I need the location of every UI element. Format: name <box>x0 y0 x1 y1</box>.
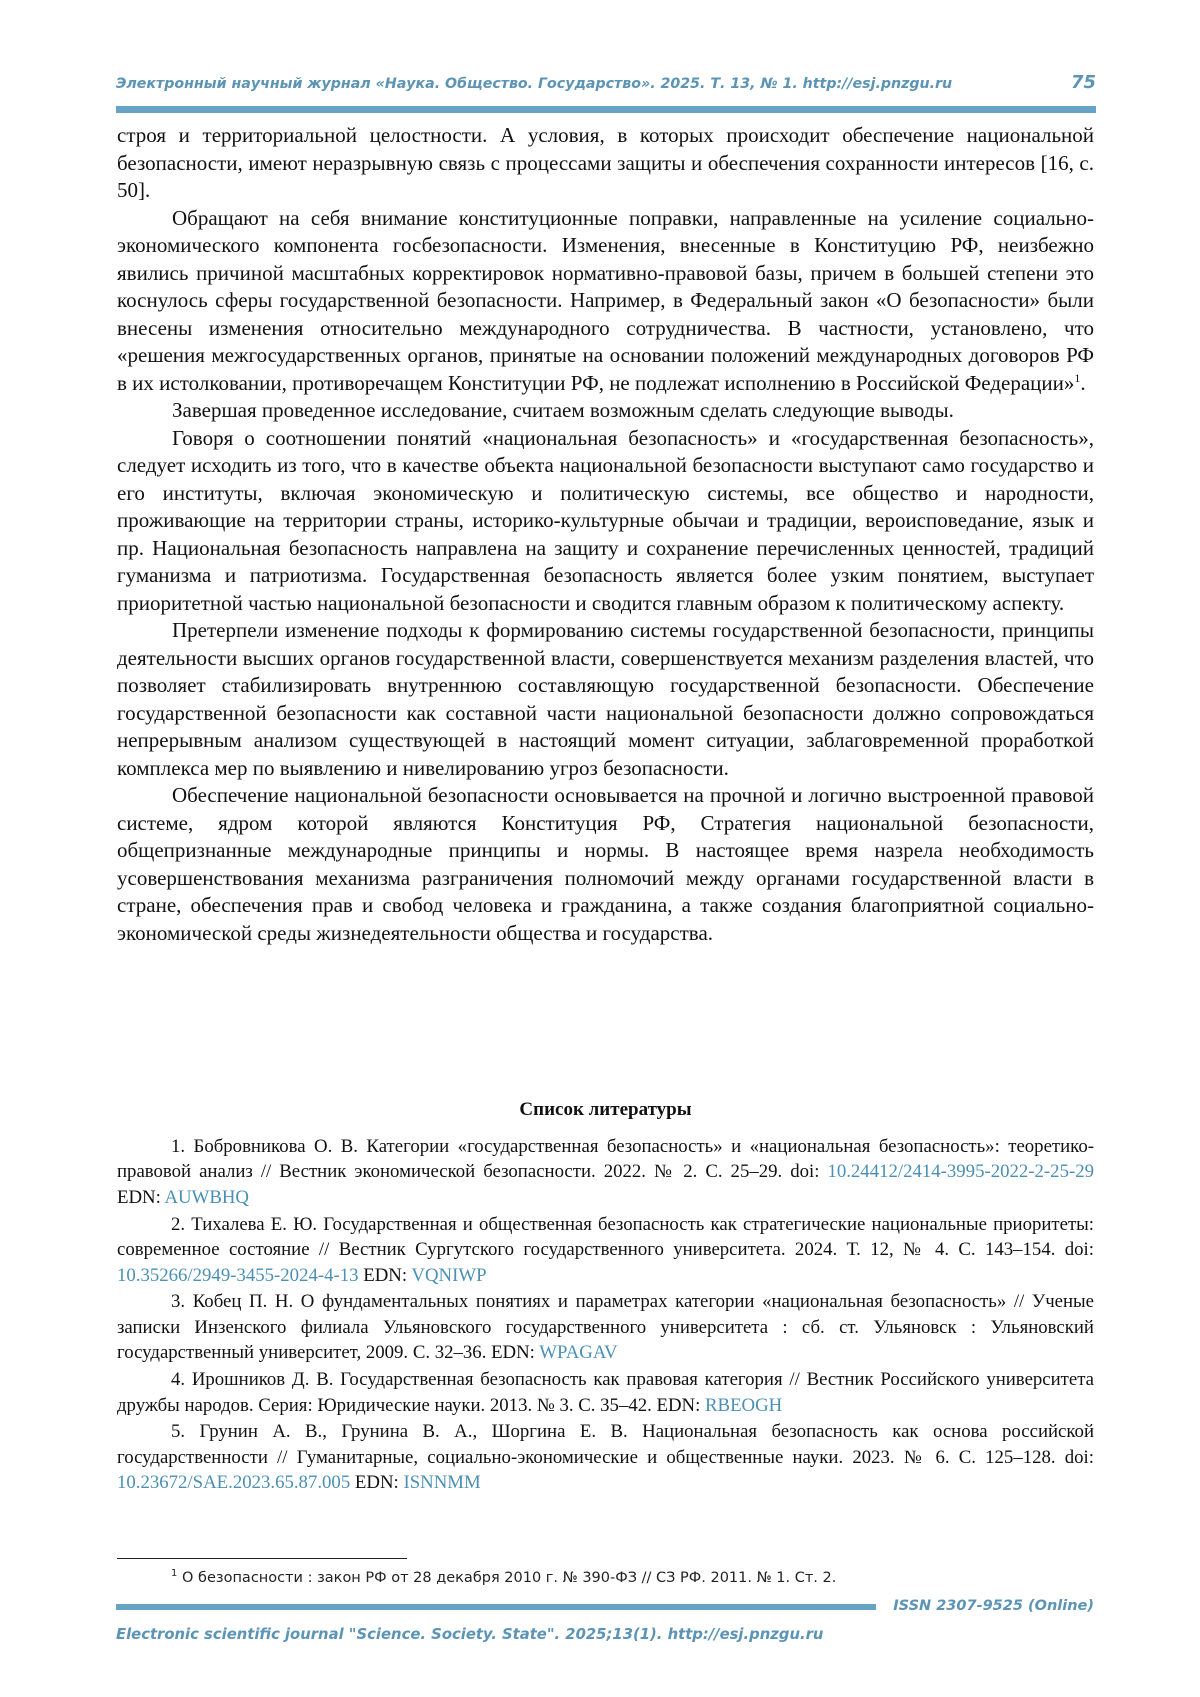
doi-link[interactable]: 10.35266/2949-3455-2024-4-13 <box>117 1264 359 1286</box>
reference-item <box>117 1419 1094 1495</box>
footer-divider <box>116 1604 876 1610</box>
reference-item <box>117 1134 1094 1210</box>
issn-label: ISSN 2307-9525 (Online) <box>893 1598 1094 1614</box>
edn-link[interactable]: ISNNMM <box>403 1472 481 1494</box>
edn-link[interactable]: RBEOGH <box>705 1394 783 1416</box>
reference-item <box>117 1367 1094 1418</box>
page-header <box>116 72 1096 98</box>
edn-link[interactable]: WPAGAV <box>539 1342 618 1364</box>
edn-label: EDN: <box>358 1264 412 1286</box>
footnote <box>171 1570 836 1586</box>
paragraph-2-end: . <box>1080 370 1086 395</box>
reference-text: 5. Грунин А. В., Грунина В. А., Шоргина Е. В. Национальная безопасность как основа российской государственности // Гуманитарные, социально-экономические и общественные науки. 2023. № 6. С. 125–128. doi: <box>117 1421 1094 1468</box>
reference-item <box>117 1212 1094 1288</box>
reference-text: 1. Бобровникова О. В. Категории «государственная безопасность» и «национальная безопасность»: теоретико-правовой анализ // Вестник экономической безопасности. 2022. № 2. С. 25–29. doi: <box>117 1136 1094 1183</box>
header-divider <box>116 106 1096 113</box>
doi-link[interactable]: 10.23672/SAE.2023.65.87.005 <box>117 1472 351 1494</box>
reference-text: 3. Кобец П. Н. О фундаментальных понятиях и параметрах категории «национальная безопасность» // Ученые записки Инзенского филиала Ульяновского государственного университета : сб. ст. Ульяновск : Ульяновский государственный университет, 2009. С. 32–36. EDN: <box>117 1291 1094 1364</box>
reference-item <box>117 1289 1094 1365</box>
edn-label: EDN: <box>350 1472 404 1494</box>
page-number: 75 <box>1070 72 1096 93</box>
edn-link[interactable]: AUWBHQ <box>164 1186 249 1208</box>
reference-text: 4. Ирошников Д. В. Государственная безопасность как правовая категория // Вестник Российского университета дружбы народов. Серия: Юридические науки. 2013. № 3. С. 35–42. EDN: <box>117 1369 1094 1416</box>
paragraph-2 <box>117 205 1094 398</box>
paragraph-6: Обеспечение национальной безопасности основывается на прочной и логично выстроенной правовой системе, ядром которой являются Конституция РФ, Стратегия национальной безопасности, общепризнанные международные принципы и нормы. В настоящее время назрела необходимость усовершенствования механизма разграничения полномочий между органами государственной власти в стране, обеспечения прав и свобод человека и гражданина, а также создания благоприятной социально-экономической среды жизнедеятельности общества и государства. <box>117 783 1094 945</box>
paragraph-1: строя и территориальной целостности. А условия, в которых происходит обеспечение национальной безопасности, имеют неразрывную связь с процессами защиты и обеспечения сохранности интересов [16, с. 50]. <box>117 123 1094 202</box>
paragraph-2-text: Обращают на себя внимание конституционные поправки, направленные на усиление социально-экономического компонента госбезопасности. Изменения, внесенные в Конституцию РФ, неизбежно явились причиной масштабных корректировок нормативно-правовой базы, причем в большей степени это коснулось сферы государственной безопасности. Например, в Федеральный закон «О безопасности» были внесены изменения относительно международного сотрудничества. В частности, установлено, что «решения межгосударственных органов, принятые на основании положений международных договоров РФ в их истолковании, противоречащем Конституции РФ, не подлежат исполнению в Российской Федерации» <box>117 205 1094 395</box>
doi-link[interactable]: 10.24412/2414-3995-2022-2-25-29 <box>827 1161 1094 1183</box>
paragraph-3: Завершая проведенное исследование, считаем возможным сделать следующие выводы. <box>172 398 954 422</box>
footnote-divider <box>117 1558 407 1559</box>
article-body <box>117 122 1094 947</box>
references-list <box>117 1134 1094 1497</box>
edn-link[interactable]: VQNIWP <box>411 1264 487 1286</box>
reference-text: 2. Тихалева Е. Ю. Государственная и общественная безопасность как стратегические национальные приоритеты: современное состояние // Вестник Сургутского государственного университета. 2024. Т. 12, № 4. С. 143–154. doi: <box>117 1213 1094 1261</box>
references-title: Список литературы <box>519 1099 692 1120</box>
paragraph-4: Говоря о соотношении понятий «национальная безопасность» и «государственная безопасность», следует исходить из того, что в качестве объекта национальной безопасности выступают само государство и его институты, включая экономическую и политическую системы, все общество и народности, проживающие на территории страны, историко-культурные обычаи и традиции, вероисповедание, язык и пр. Национальная безопасность направлена на защиту и сохранение перечисленных ценностей, традиций гуманизма и патриотизма. Государственная безопасность является более узким понятием, выступает приоритетной частью национальной безопасности и сводится главным образом к политическому аспекту. <box>117 425 1094 615</box>
edn-label: EDN: <box>117 1186 165 1208</box>
footnote-ref[interactable]: 1 <box>1074 370 1081 385</box>
header-journal-title: Электронный научный журнал «Наука. Общество. Государство». 2025. Т. 13, № 1. http://esj.pnzgu.ru <box>116 76 953 92</box>
paragraph-5: Претерпели изменение подходы к формированию системы государственной безопасности, принципы деятельности высших органов государственной власти, совершенствуется механизм разделения властей, что позволяет стабилизировать внутреннюю составляющую государственной безопасности. Обеспечение государственной безопасности как составной части национальной безопасности должно сопровождаться непрерывным анализом существующей в настоящий момент ситуации, заблаговременной проработкой комплекса мер по выявлению и нивелированию угроз безопасности. <box>117 618 1094 780</box>
footnote-text: О безопасности : закон РФ от 28 декабря 2010 г. № 390-ФЗ // СЗ РФ. 2011. № 1. Ст. 2. <box>177 1570 837 1586</box>
footnote-marker: 1 <box>171 1568 178 1580</box>
footer-journal-title: Electronic scientific journal "Science. Society. State". 2025;13(1). http://esj.pnzgu.ru <box>116 1626 824 1643</box>
